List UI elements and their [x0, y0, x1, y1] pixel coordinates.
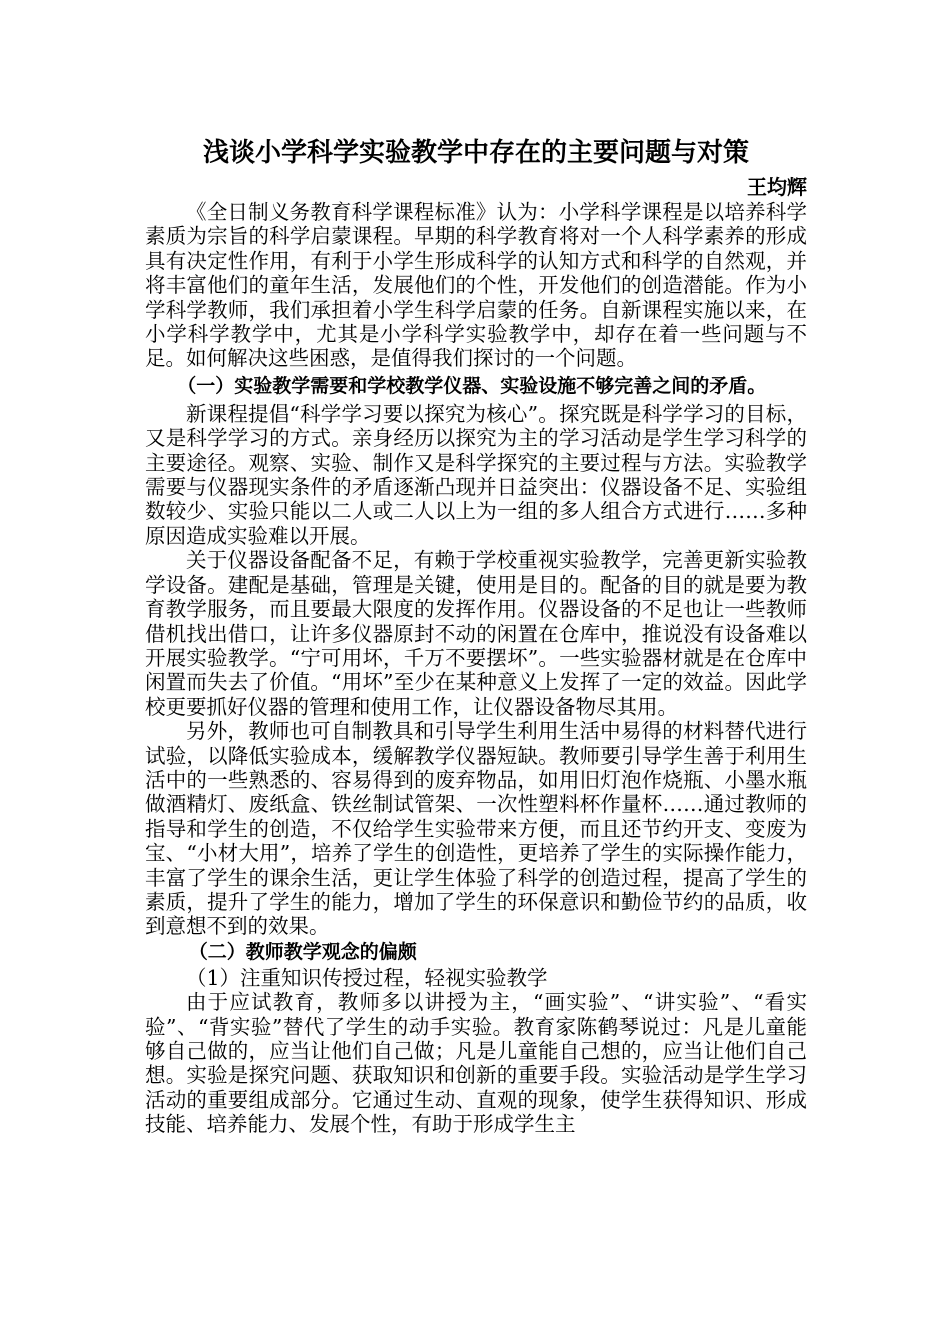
paragraph-section1-a: 新课程提倡“科学学习要以探究为核心”。探究既是科学学习的目标，又是科学学习的方式。亲身经历以探究为主的学习活动是学生学习科学的主要途径。观察、实验、制作又是科学探究的主要过程与方法。实验教学需要与仪器现实条件的矛盾逐渐凸现并日益突出：仪器设备不足、实验组数较少、实验只能以二人或二人以上为一组的多人组合方式进行……多种原因造成实验难以开展。 [145, 401, 807, 548]
paragraph-section1-b: 关于仪器设备配备不足，有赖于学校重视实验教学，完善更新实验教学设备。建配是基础，管理是关键，使用是目的。配备的目的就是要为教育教学服务，而且要最大限度的发挥作用。仪器设备的不足也让一些教师借机找出借口，让许多仪器原封不动的闲置在仓库中，推说没有设备难以开展实验教学。“宁可用坏，千万不要摆坏”。一些实验器材就是在仓库中闲置而失去了价值。“用坏”至少在某种意义上发挥了一定的效益。因此学校更要抓好仪器的管理和使用工作，让仪器设备物尽其用。 [145, 548, 807, 719]
document-page [145, 128, 807, 1137]
paragraph-section1-c: 另外，教师也可自制教具和引导学生利用生活中易得的材料替代进行试验，以降低实验成本，缓解教学仪器短缺。教师要引导学生善于利用生活中的一些熟悉的、容易得到的废弃物品，如用旧灯泡作烧瓶、小墨水瓶做酒精灯、废纸盒、铁丝制试管架、一次性塑料杯作量杯……通过教师的指导和学生的创造，不仅给学生实验带来方便，而且还节约开支、变废为宝、“小材大用”，培养了学生的创造性，更培养了学生的实际操作能力，丰富了学生的课余生活，更让学生体验了科学的创造过程，提高了学生的素质，提升了学生的能力，增加了学生的环保意识和勤俭节约的品质，收到意想不到的效果。 [145, 719, 807, 939]
subheading-1: （1）注重知识传授过程，轻视实验教学 [186, 965, 548, 990]
document-title: 浅谈小学科学实验教学中存在的主要问题与对策 [202, 138, 749, 168]
section-heading-2: （二）教师教学观念的偏颇 [188, 940, 417, 963]
author-name: 王均辉 [747, 175, 807, 199]
section-heading-1: （一）实验教学需要和学校教学仪器、实验设施不够完善之间的矛盾。 [177, 374, 767, 397]
paragraph-intro: 《全日制义务教育科学课程标准》认为：小学科学课程是以培养科学素质为宗旨的科学启蒙课程。早期的科学教育将对一个人科学素养的形成具有决定性作用，有利于小学生形成科学的认知方式和科学的自然观，并将丰富他们的童年生活，发展他们的个性，开发他们的创造潜能。作为小学科学教师，我们承担着小学生科学启蒙的任务。自新课程实施以来，在小学科学教学中，尤其是小学科学实验教学中，却存在着一些问题与不足。如何解决这些困惑，是值得我们探讨的一个问题。 [145, 200, 807, 371]
paragraph-section2-a: 由于应试教育，教师多以讲授为主，“画实验”、“讲实验”、“看实验”、“背实验”替代了学生的动手实验。教育家陈鹤琴说过：凡是儿童能够自己做的，应当让他们自己做；凡是儿童能自己想的，应当让他们自己想。实验是探究问题、获取知识和创新的重要手段。实验活动是学生学习活动的重要组成部分。它通过生动、直观的现象，使学生获得知识、形成技能、培养能力、发展个性，有助于形成学生主 [145, 990, 807, 1137]
